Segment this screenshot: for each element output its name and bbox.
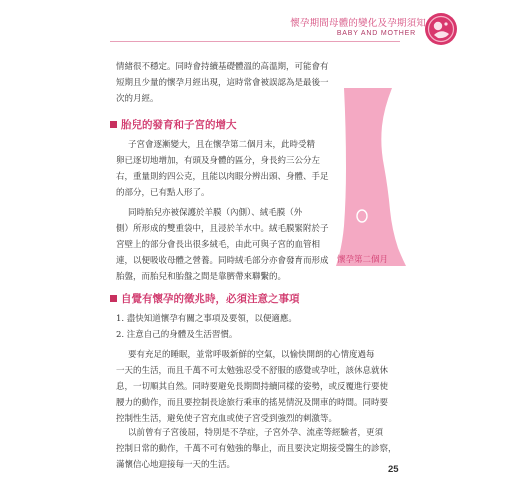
paragraph-line: 控制日常的動作，千萬不可有勉強的舉止，而且要決定期接受醫生的診察， xyxy=(116,444,397,454)
paragraph-line: 胎盤，而胎兒和胎盤之間是靠臍帶來聯繫的。 xyxy=(116,272,287,282)
heading-bullet-icon xyxy=(110,295,117,302)
paragraph-line: 滿懷信心地迎接每一天的生活。 xyxy=(116,460,236,470)
paragraph-line: 子宮會逐漸變大，且在懷孕第二個月末，此時受精 xyxy=(128,140,316,150)
paragraph-line: 的部分，已有點人形了。 xyxy=(116,188,210,198)
intro-line-1: 情緒很不穩定。同時會持續基礎體溫的高溫期，可能會有 xyxy=(116,62,329,72)
intro-line-2: 短期且少量的懷孕月經出現，這時常會被誤認為是最後一 xyxy=(116,78,329,88)
section-heading-pregnancy-signs xyxy=(110,291,300,306)
header-rule xyxy=(110,41,400,42)
list-item: 1. 盡快知道懷孕有關之事項及要領，以便適應。 xyxy=(116,314,297,324)
paragraph-line: 側）所形成的雙重袋中，且浸於羊水中。絨毛膜緊附於子 xyxy=(116,224,329,234)
paragraph-line: 宮壁上的部分會長出很多絨毛，由此可與子宮的血管相 xyxy=(116,240,321,250)
section-heading-text: 自覺有懷孕的徵兆時，必須注意之事項 xyxy=(121,293,300,305)
paragraph-line: 連，以便吸收母體之營養。同時絨毛部分亦會發育而形成 xyxy=(116,256,329,266)
paragraph-line: 卵已逐切地增加，有頭及身體的區分，身長約三公分左 xyxy=(116,156,321,166)
baby-emblem-icon xyxy=(424,12,458,46)
paragraph-line: 控制性生活，避免使子宮充血或使子宮受到強烈的刺激等。 xyxy=(116,414,338,424)
illustration-caption: 懷孕第二個月 xyxy=(337,255,389,265)
paragraph-line: 一天的生活，而且千萬不可太勉強忍受不舒服的感覺或孕吐，該休息就休 xyxy=(116,366,389,376)
running-header-subtitle: BABY AND MOTHER xyxy=(336,30,416,37)
paragraph-line: 同時胎兒亦被保護於羊膜（內側）、絨毛膜（外 xyxy=(128,208,303,218)
paragraph-line: 腰力的動作，而且要控制長途旅行乘車的搖晃情況及開車的時間。同時要 xyxy=(116,398,389,408)
paragraph-line: 要有充足的睡眠，並常呼吸新鮮的空氣，以愉快開朗的心情度過每 xyxy=(128,350,375,360)
intro-line-3: 次的月經。 xyxy=(116,94,159,104)
running-header-title: 懷孕期間母體的變化及孕期須知 xyxy=(290,18,426,29)
paragraph-line: 右，重量則約四公克，且能以肉眼分辨出頭、身體、手足 xyxy=(116,172,329,182)
heading-bullet-icon xyxy=(110,121,117,128)
paragraph-line: 以前曾有子宮後屈，特別是不孕症，子宮外孕、流產等經驗者，更須 xyxy=(128,428,384,438)
pregnancy-silhouette-illustration xyxy=(336,88,408,266)
section-heading-text: 胎兒的發育和子宮的增大 xyxy=(121,119,237,131)
paragraph-line: 息，一切順其自然。同時要避免長期間持續同樣的姿勢，或反覆進行要使 xyxy=(116,382,389,392)
page-number: 25 xyxy=(388,464,399,475)
list-item: 2. 注意自己的身體及生活習慣。 xyxy=(116,330,238,340)
section-heading-fetal-development xyxy=(110,117,237,132)
